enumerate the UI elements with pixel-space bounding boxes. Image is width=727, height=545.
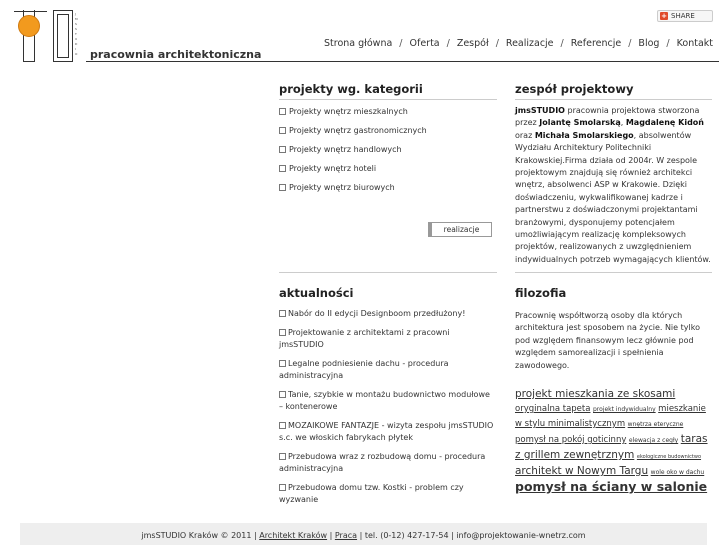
tag-link[interactable]: ekologiczne budownictwo [636,454,702,460]
nav-item[interactable]: Realizacje [505,38,554,49]
logo-letter: M [75,17,78,21]
tag-link[interactable]: pomysł na pokój goticinny [515,435,627,445]
category-item[interactable] [279,126,497,135]
section-divider [515,272,712,273]
category-item[interactable] [279,164,497,173]
team-section [515,82,715,96]
nav-item[interactable]: Referencje [570,38,622,49]
team-member: Michała Smolarskiego [534,130,634,140]
tag-link[interactable]: projekt mieszkania ze skosami [515,388,676,400]
nav-separator: / [560,38,564,49]
categories-title: projekty wg. kategorii [279,82,423,96]
logo-letter: D [75,42,78,46]
team-brand: jmsSTUDIO [515,106,565,115]
bullet-icon [279,391,286,398]
news-list [279,308,494,513]
footer-link-architekt[interactable]: Architekt Kraków [259,531,328,540]
nav-separator: / [666,38,670,49]
nav-item[interactable]: Zespół [456,38,489,49]
category-label: Projekty wnętrz gastronomicznych [289,126,427,135]
news-item[interactable] [279,482,494,506]
tag-link[interactable]: taras z grillem zewnętrznym [515,433,708,461]
team-title: zespół projektowy [515,82,634,96]
team-text: , absolwentów Wydziału Architektury Politechniki Krakowskiej.Firma działa od 2004r. W zespole projektowym znajdują się również architekci wnętrz, absolwenci ASP w Krakowie. Dzięki doświadczeniu, wykwalifikowanej kadrze i partnerstwu z doświadczonymi projektantami branżowymi, dysponujemy potencjałem umożliwiającym realizację kompleksowych projektów, realizowanych z uwzględnieniem indywidualnych potrzeb wymagających klientów. [515,130,711,264]
philosophy-text: Pracownię współtworzą osoby dla których architektura jest sposobem na życie. Nie tylko pod względem finansowym lecz głównie pod względem samorealizacji i spełnienia zawodowego. [515,311,700,370]
team-member: Jolantę Smolarską [539,118,621,128]
share-button[interactable] [657,10,713,22]
bullet-icon [279,453,286,460]
bullet-icon [279,422,286,429]
philosophy-title: filozofia [515,286,567,300]
logo-letter: I [75,47,76,51]
tag-link[interactable]: wole oko w dachu [650,469,705,476]
tag-cloud [515,387,715,496]
logo-circle [18,15,40,37]
section-divider [515,99,712,100]
bullet-icon [279,360,286,367]
news-label: MOZAIKOWE FANTAZJE - wizyta zespołu jmsSTUDIO s.c. we włoskich fabrykach płytek [279,421,494,442]
category-label: Projekty wnętrz handlowych [289,145,402,154]
news-label: Projektowanie z architektami z pracowni jmsSTUDIO [279,328,450,349]
nav-item[interactable]: Kontakt [676,38,713,49]
team-member: Magdalenę Kidoń [625,118,704,128]
bullet-icon [279,329,286,336]
news-item[interactable] [279,389,494,413]
logo-letter: J [75,12,76,16]
logo-letters [75,12,79,62]
news-item[interactable] [279,327,494,351]
footer [20,523,707,545]
category-label: Projekty wnętrz hoteli [289,164,377,173]
logo-shape [57,14,69,58]
team-text: , [620,118,626,128]
team-text: pracownia projektowa stworzona przez [515,106,700,128]
tag-link[interactable]: oryginalna tapeta [515,404,591,414]
news-item[interactable] [279,308,494,320]
news-label: Przebudowa domu tzw. Kostki - problem czy wyzwanie [279,483,464,504]
bullet-icon [279,184,286,191]
category-item[interactable] [279,183,497,192]
footer-contact: | tel. (0-12) 427-17-54 | info@projektowanie-wnetrz.com [357,531,586,540]
tag-link[interactable]: mieszkanie w stylu minimalistycznym [515,404,706,429]
share-label: SHARE [671,12,695,20]
bullet-icon [279,165,286,172]
section-divider [279,99,497,100]
team-text: oraz [515,130,535,140]
nav-item[interactable]: Oferta [409,38,440,49]
nav-separator: / [399,38,403,49]
nav-separator: / [446,38,450,49]
bullet-icon [279,146,286,153]
bullet-icon [279,108,286,115]
bullet-icon [279,127,286,134]
tag-link[interactable]: elewacja z cegły [628,437,679,444]
category-item[interactable] [279,107,497,116]
logo-letter: U [75,37,78,41]
main-nav [324,38,713,49]
news-item[interactable] [279,420,494,444]
logo[interactable] [14,10,76,64]
site-title: pracownia architektoniczna [90,48,262,61]
team-description [515,105,713,266]
nav-item[interactable]: Strona główna [324,38,393,49]
header-divider [86,61,719,62]
tag-link[interactable]: pomysł na ściany w salonie [515,479,708,494]
category-item[interactable] [279,145,497,154]
logo-letter: S [75,27,77,31]
bullet-icon [279,310,286,317]
nav-separator: / [628,38,632,49]
tag-link[interactable]: architekt w Nowym Targu [515,465,649,477]
logo-letter: O [75,52,78,56]
news-section [279,286,497,300]
realizacje-button[interactable]: realizacje [428,222,492,237]
news-label: Tanie, szybkie w montażu budownictwo modułowe – kontenerowe [279,390,490,411]
tag-link[interactable]: wnętrza eteryczne [627,421,684,428]
category-label: Projekty wnętrz mieszkalnych [289,107,408,116]
logo-letter: T [75,32,77,36]
footer-link-praca[interactable]: Praca [334,531,358,540]
tag-link[interactable]: projekt indywidualny [593,406,656,413]
news-label: Nabór do II edycji Designboom przedłużony! [288,309,466,318]
news-label: Legalne podniesienie dachu - procedura administracyjna [279,359,449,380]
philosophy-section [515,286,715,300]
footer-separator: | [327,531,335,540]
news-item[interactable] [279,358,494,382]
categories-list [279,107,497,202]
plus-icon: + [661,12,667,20]
news-title: aktualności [279,286,354,300]
nav-separator: / [495,38,499,49]
nav-item[interactable]: Blog [638,38,660,49]
footer-copyright: jmsSTUDIO Kraków © 2011 | [141,531,260,540]
categories-section [279,82,497,96]
news-item[interactable] [279,451,494,475]
category-label: Projekty wnętrz biurowych [289,183,395,192]
logo-letter: S [75,22,77,26]
bullet-icon [279,484,286,491]
news-label: Przebudowa wraz z rozbudową domu - procedura administracyjna [279,452,486,473]
section-divider [279,272,497,273]
